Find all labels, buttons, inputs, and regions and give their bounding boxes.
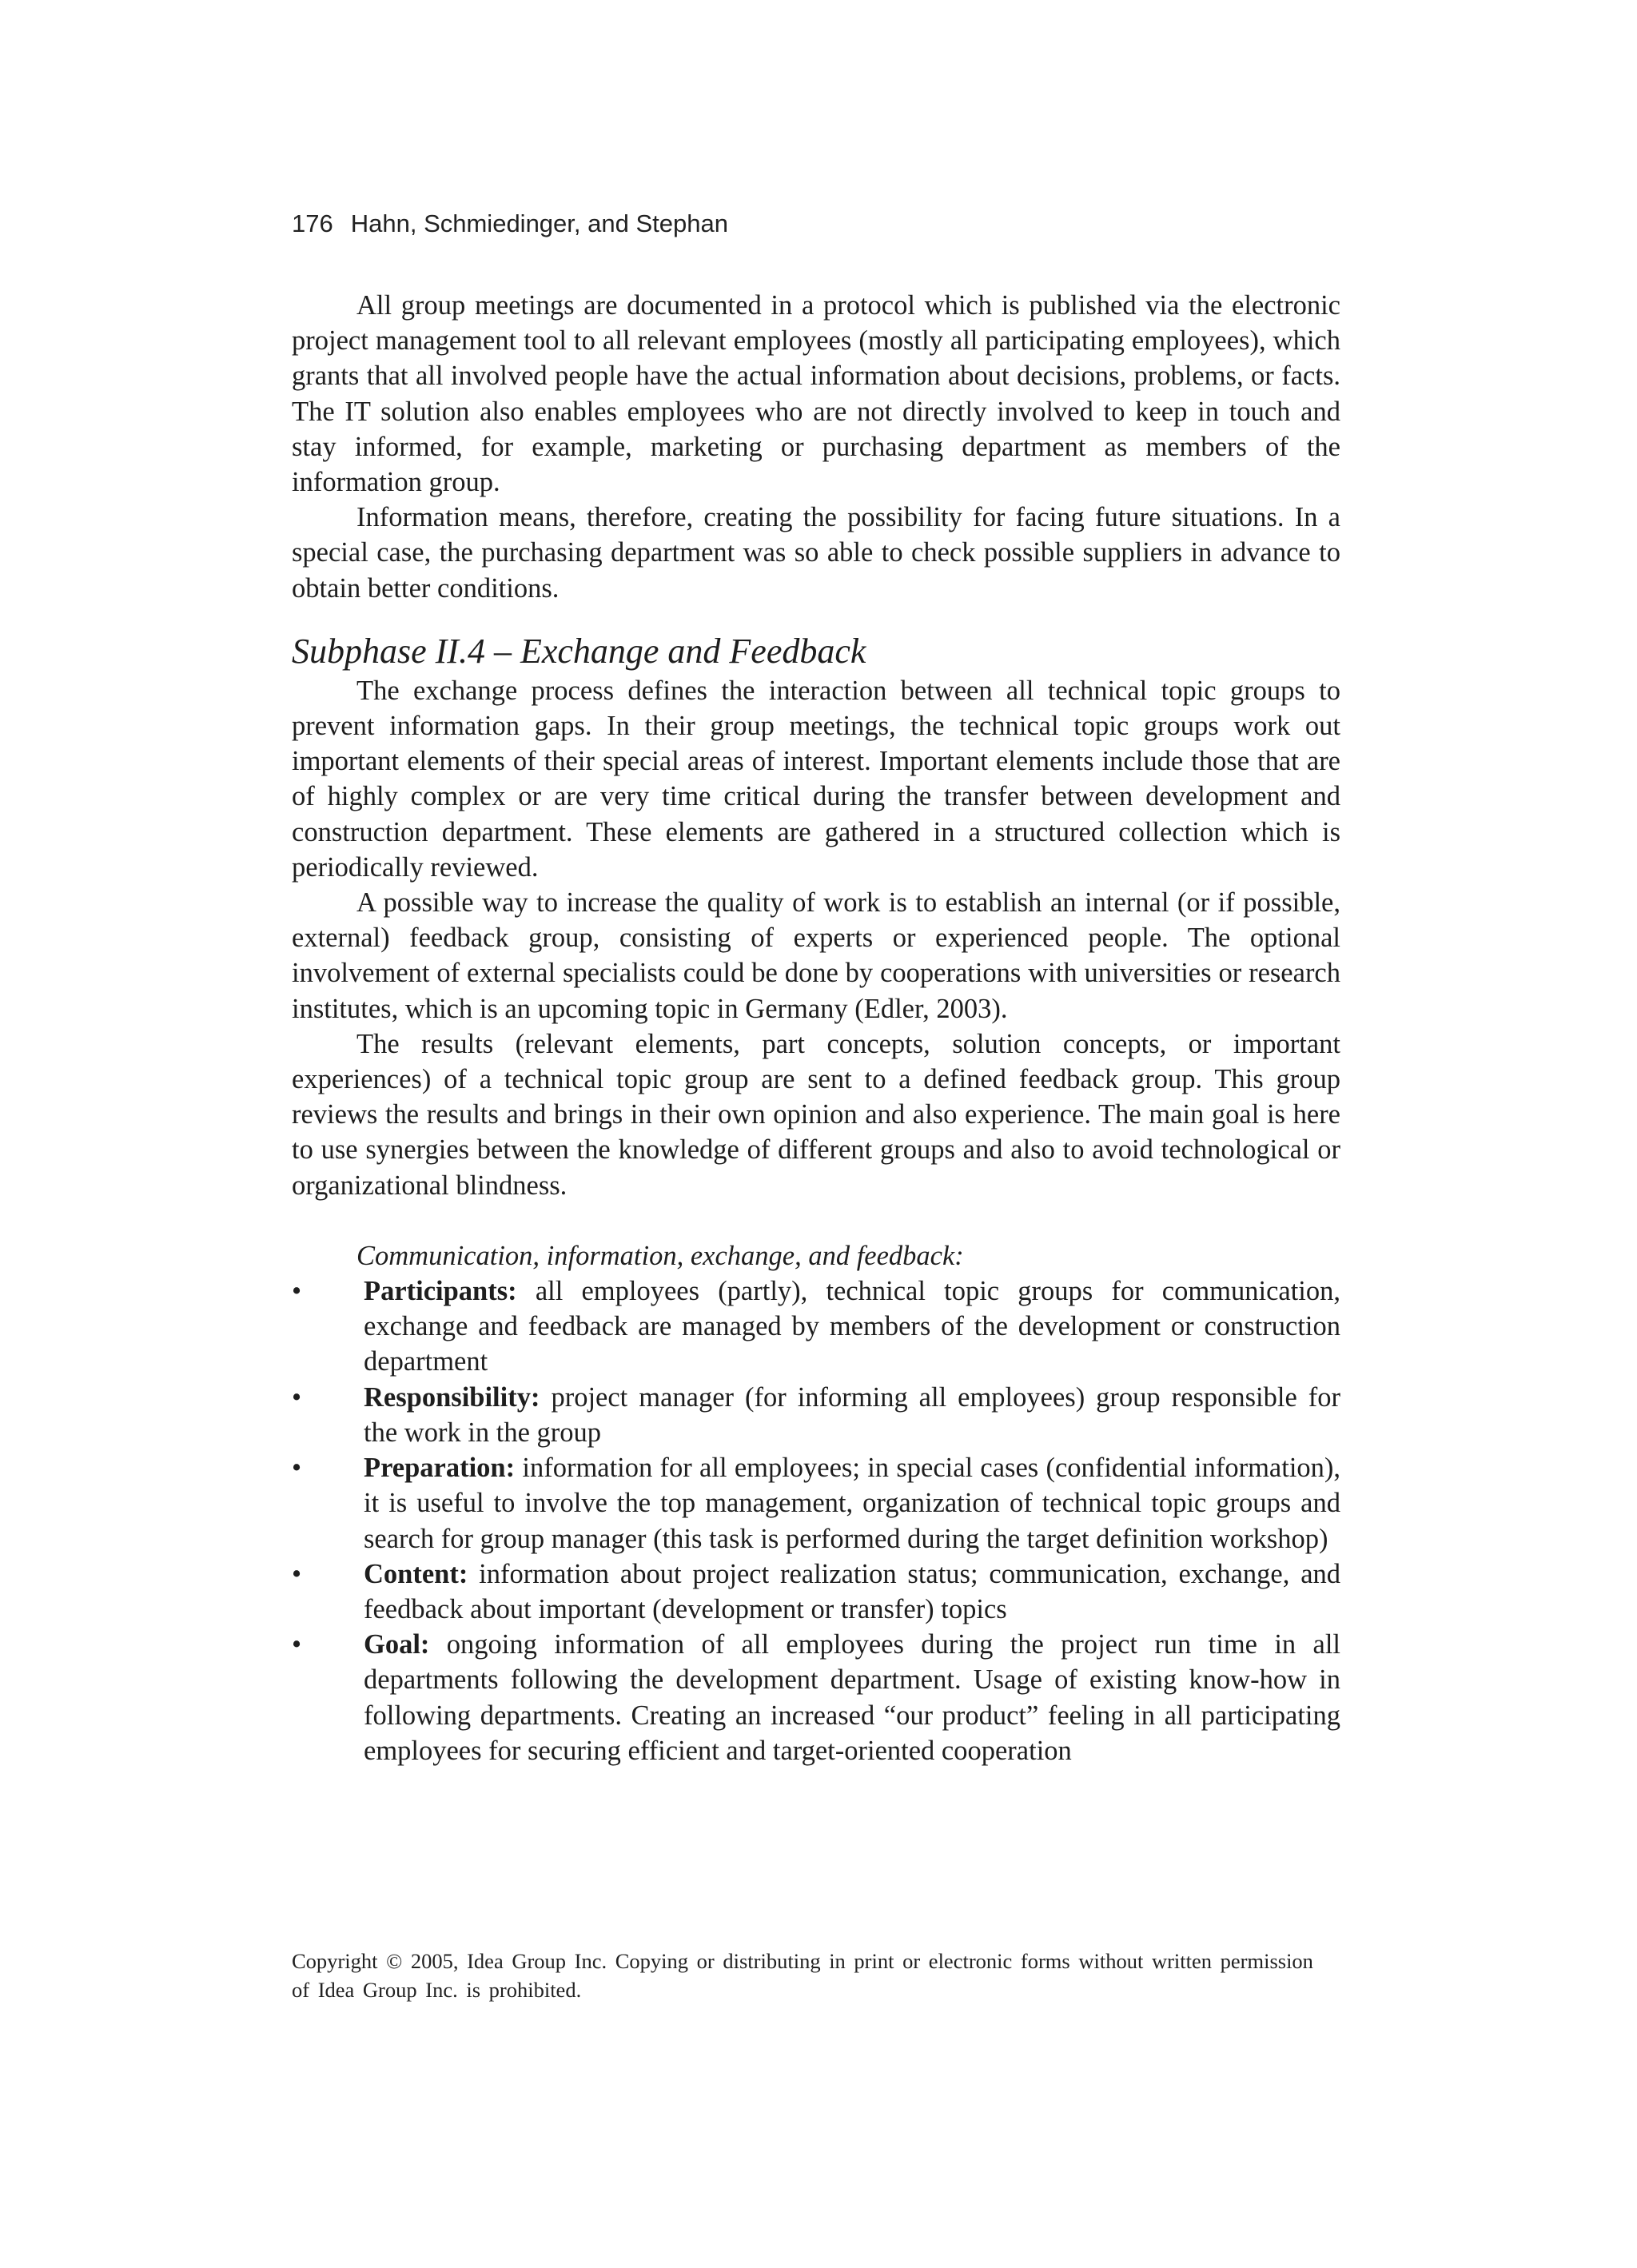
paragraph: All group meetings are documented in a protocol which is published via the electronic project management tool to all relevant employees (mostly all participating employees), which grants that all involved people have the actual information about decisions, problems, or facts. The IT solution also enables employees who are not directly involved to keep in touch and stay informed, for example, marketing or purchasing department as members of the information group. bbox=[292, 290, 1340, 498]
summary-item-text: all employees (partly), technical topic groups for communication, exchange and feedback are managed by members of the development or construction department bbox=[364, 1276, 1341, 1377]
summary-item-text: project manager (for informing all employees) group responsible for the work in the group bbox=[364, 1381, 1341, 1448]
bullet-icon: • bbox=[292, 1381, 302, 1413]
running-head-authors: Hahn, Schmiedinger, and Stephan bbox=[350, 209, 728, 237]
summary-item-label: Responsibility: bbox=[364, 1381, 540, 1413]
copyright-notice: Copyright © 2005, Idea Group Inc. Copying or distributing in print or electronic forms without written permission of Idea Group Inc. is prohibited. bbox=[292, 1949, 1313, 2002]
summary-item-text: information for all employees; in special cases (confidential information), it is useful to involve the top management, organization of technical topic groups and search for group manager (this task is performed during the target definition workshop) bbox=[364, 1453, 1341, 1554]
summary-list bbox=[292, 1274, 1340, 1768]
bullet-icon: • bbox=[292, 1276, 302, 1307]
summary-item-label: Participants: bbox=[364, 1276, 517, 1307]
summary-item-participants bbox=[292, 1274, 1340, 1380]
paragraph: The results (relevant elements, part concepts, solution concepts, or important experiences) of a technical topic group are sent to a defined feedback group. This group reviews the results and brings in their own opinion and also experience. The main goal is here to use synergies between the knowledge of different groups and also to avoid technological or organizational blindness. bbox=[292, 1028, 1340, 1201]
paragraph: Information means, therefore, creating the possibility for facing future situations. In a special case, the purchasing department was so able to check possible suppliers in advance to obtain better conditions. bbox=[292, 502, 1340, 604]
page-number: 176 bbox=[292, 209, 333, 237]
summary-caption: Communication, information, exchange, and feedback: bbox=[356, 1240, 964, 1271]
body-text bbox=[292, 288, 1340, 1768]
summary-item-preparation bbox=[292, 1450, 1340, 1557]
paragraph: A possible way to increase the quality of work is to establish an internal (or if possible, external) feedback group, consisting of experts or experienced people. The optional involvement of external specialists could be done by cooperations with universities or research institutes, which is an upcoming topic in Germany (Edler, 2003). bbox=[292, 887, 1340, 1024]
summary-item-content bbox=[292, 1557, 1340, 1627]
paragraph: The exchange process defines the interaction between all technical topic groups to prevent information gaps. In their group meetings, the technical topic groups work out important elements of their special areas of interest. Important elements include those that are of highly complex or are very time critical during the transfer between development and construction department. These elements are gathered in a structured collection which is periodically reviewed. bbox=[292, 675, 1340, 883]
running-head bbox=[292, 209, 728, 238]
section-heading: Subphase II.4 – Exchange and Feedback bbox=[292, 631, 866, 671]
summary-item-goal bbox=[292, 1627, 1340, 1768]
bullet-icon: • bbox=[292, 1453, 302, 1484]
bullet-icon: • bbox=[292, 1629, 302, 1660]
summary-item-responsibility bbox=[292, 1380, 1340, 1450]
summary-item-text: information about project realization status; communication, exchange, and feedback about important (development or transfer) topics bbox=[364, 1558, 1341, 1624]
bullet-icon: • bbox=[292, 1558, 302, 1589]
summary-item-label: Content: bbox=[364, 1558, 468, 1589]
summary-item-label: Preparation: bbox=[364, 1453, 516, 1484]
summary-item-text: ongoing information of all employees during the project run time in all departments following the development department. Usage of existing know-how in following departments. Creating an increased “our product” feeling in all participating employees for securing efficient and target-oriented cooperation bbox=[364, 1629, 1341, 1766]
summary-item-label: Goal: bbox=[364, 1629, 430, 1660]
